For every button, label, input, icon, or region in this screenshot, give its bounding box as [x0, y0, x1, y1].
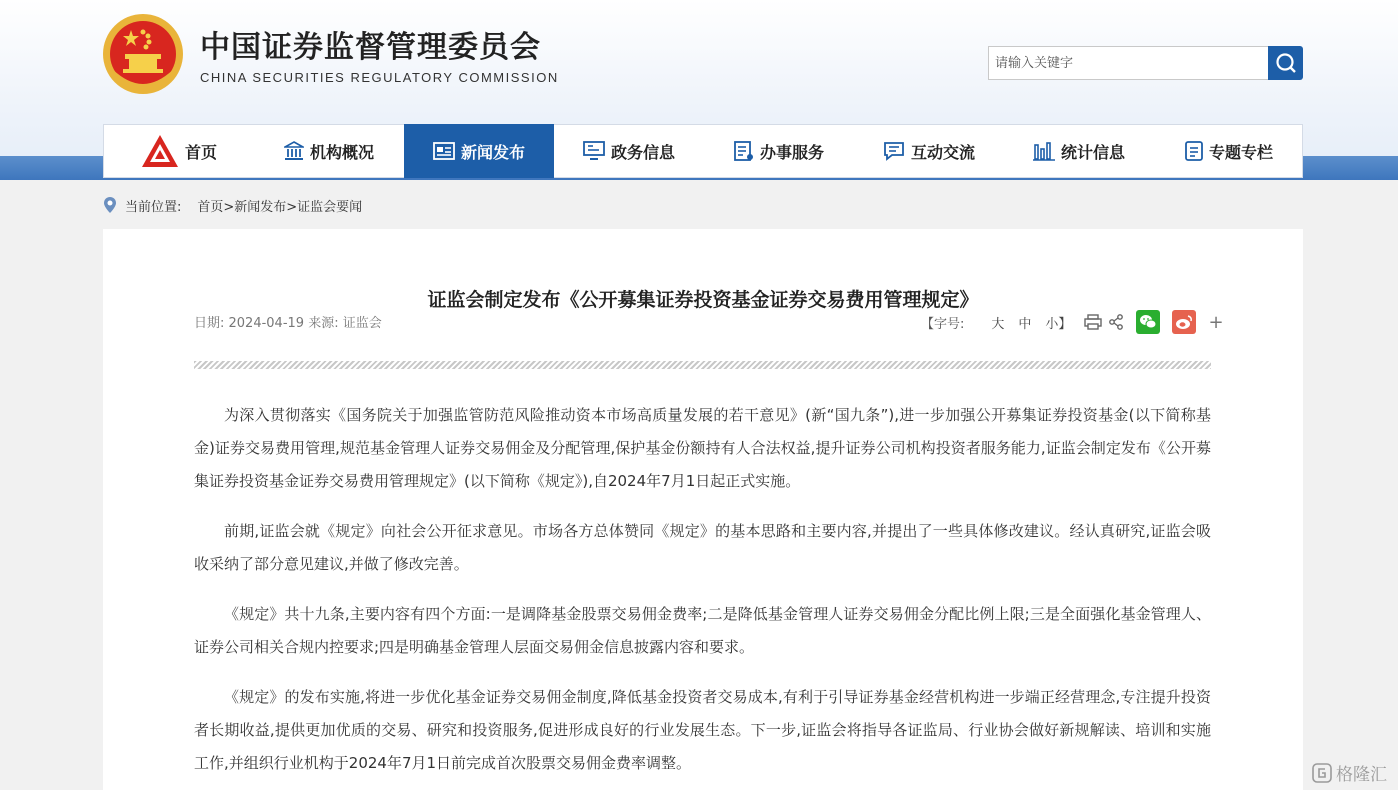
nav-item-topics[interactable] — [1154, 125, 1304, 177]
home-logo-icon — [141, 134, 179, 168]
service-list-icon — [734, 141, 754, 161]
wechat-icon — [1136, 310, 1160, 334]
news-icon — [433, 142, 455, 160]
nav-item-news[interactable] — [404, 124, 554, 178]
share-wechat-button[interactable] — [1136, 310, 1160, 334]
article-tools — [921, 309, 1224, 335]
national-emblem-icon — [101, 12, 185, 96]
nav-item-about[interactable] — [254, 125, 404, 177]
watermark — [1312, 760, 1387, 785]
site-name-cn[interactable]: 中国证券监督管理委员会 — [200, 30, 541, 65]
article-body — [194, 399, 1211, 790]
watermark-text: 格隆汇 — [1336, 765, 1387, 785]
font-size-large[interactable]: 大 — [991, 316, 1005, 332]
nav-label: 办事服务 — [759, 142, 824, 162]
nav-item-services[interactable] — [704, 125, 854, 177]
bar-chart-icon — [1033, 141, 1055, 161]
more-share-button[interactable]: + — [1208, 311, 1224, 333]
font-size-label: 【字号: — [921, 316, 965, 332]
main-nav — [103, 124, 1303, 178]
nav-label: 政务信息 — [610, 142, 675, 162]
nav-item-statistics[interactable] — [1004, 125, 1154, 177]
nav-label: 统计信息 — [1060, 142, 1125, 162]
nav-label: 新闻发布 — [460, 142, 525, 162]
print-icon — [1084, 314, 1102, 330]
document-icon — [1185, 141, 1203, 161]
share-weibo-button[interactable] — [1172, 310, 1196, 334]
article-paragraph: 前期,证监会就《规定》向社会公开征求意见。市场各方总体赞同《规定》的基本思路和主要内容,并提出了一些具体修改建议。经认真研究,证监会吸收采纳了部分意见建议,并做了修改完善。 — [194, 522, 1211, 573]
nav-label: 首页 — [184, 142, 217, 162]
search-icon — [1275, 52, 1297, 74]
nav-item-home[interactable] — [104, 125, 254, 177]
search-input[interactable] — [988, 46, 1269, 80]
search-button[interactable] — [1268, 46, 1303, 80]
nav-label: 机构概况 — [309, 142, 374, 162]
nav-label: 专题专栏 — [1208, 142, 1273, 162]
article-paragraph: 《规定》共十九条,主要内容有四个方面:一是调降基金股票交易佣金费率;二是降低基金管理人证券交易佣金分配比例上限;三是全面强化基金管理人、证券公司相关合规内控要求;四是明确基金管理人层面交易佣金信息披露内容和要求。 — [194, 605, 1211, 656]
nav-item-interaction[interactable] — [854, 125, 1004, 177]
monitor-icon — [583, 141, 605, 161]
article-panel — [103, 229, 1303, 790]
chat-icon — [883, 141, 905, 161]
gelonghui-logo-icon — [1312, 763, 1332, 783]
breadcrumb-label: 当前位置: — [125, 199, 182, 215]
article-paragraph: 《规定》的发布实施,将进一步优化基金证券交易佣金制度,降低基金投资者交易成本,有利于引导证券基金经营机构进一步端正经营理念,专注提升投资者长期收益,提供更加优质的交易、研究和投资服务,促进形成良好的行业发展生态。下一步,证监会将指导各证监局、行业协会做好新规解读、培训和实施工作,并组织行业机构于2024年7月1日前完成首次股票交易佣金费率调整。 — [194, 688, 1211, 772]
article-meta: 日期: 2024-04-19 来源: 证监会 — [194, 316, 382, 331]
weibo-icon — [1172, 310, 1196, 334]
font-size-small[interactable]: 小】 — [1045, 316, 1072, 332]
title-divider — [194, 361, 1211, 369]
nav-item-gov-info[interactable] — [554, 125, 704, 177]
breadcrumb-path[interactable]: 首页>新闻发布>证监会要闻 — [197, 199, 363, 215]
print-button[interactable] — [1084, 314, 1102, 330]
building-icon — [284, 141, 304, 161]
site-name-en: CHINA SECURITIES REGULATORY COMMISSION — [200, 70, 559, 85]
article-title: 证监会制定发布《公开募集证券投资基金证券交易费用管理规定》 — [427, 289, 979, 311]
nav-label: 互动交流 — [910, 142, 975, 162]
article-paragraph: 为深入贯彻落实《国务院关于加强监管防范风险推动资本市场高质量发展的若干意见》(新“国九条”),进一步加强公开募集证券投资基金(以下简称基金)证券交易费用管理,规范基金管理人证券交易佣金及分配管理,保护基金份额持有人合法权益,提升证券公司机构投资者服务能力,证监会制定发布《公开募集证券投资基金证券交易费用管理规定》(以下简称《规定》),自2024年7月1日起正式实施。 — [194, 406, 1211, 490]
share-button[interactable] — [1108, 314, 1124, 330]
share-icon — [1108, 314, 1124, 330]
location-pin-icon — [103, 196, 117, 214]
breadcrumb — [103, 194, 362, 216]
font-size-medium[interactable]: 中 — [1018, 316, 1032, 332]
